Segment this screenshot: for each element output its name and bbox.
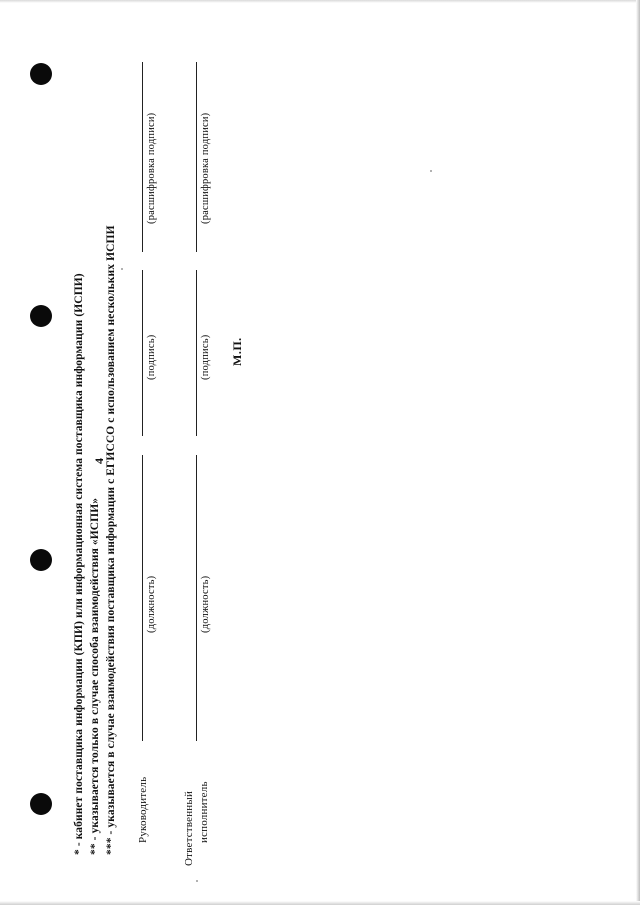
executor-name-line (196, 62, 197, 252)
executor-signature-line (196, 270, 197, 436)
stamp-label: М.П. (230, 337, 244, 366)
head-position-line (142, 455, 143, 741)
scan-speck (196, 880, 198, 882)
punch-hole-4 (30, 793, 52, 815)
executor-position-caption: (должность) (200, 575, 211, 633)
head-label: Руководитель (137, 776, 149, 843)
scan-speck (430, 170, 432, 172)
footnote-2: ** - указывается только в случае способа взаимодействия «ИСПИ» (89, 497, 101, 855)
footnote-3: *** - указывается в случае взаимодействия поставщика информации с ЕГИССО с использованием нескольких ИСПИ (105, 225, 117, 855)
head-name-line (142, 62, 143, 252)
scan-speck (121, 268, 123, 270)
head-position-caption: (должность) (146, 575, 157, 633)
punch-hole-2 (30, 305, 52, 327)
footnote-1: * - кабинет поставщика информации (КПИ) или информационная система поставщика информации (ИСПИ) (73, 273, 85, 855)
punch-hole-1 (30, 63, 52, 85)
scan-edge-top (0, 0, 640, 3)
head-signature-line (142, 270, 143, 436)
head-signature-caption: (подпись) (146, 334, 157, 380)
head-name-caption: (расшифровка подписи) (146, 112, 157, 224)
executor-signature-caption: (подпись) (200, 334, 211, 380)
executor-position-line (196, 455, 197, 741)
executor-name-caption: (расшифровка подписи) (200, 112, 211, 224)
page-number: 4 (92, 458, 106, 464)
punch-hole-3 (30, 549, 52, 571)
scan-edge-right (636, 0, 640, 905)
scan-edge-bottom (0, 901, 640, 905)
executor-label-line1: Ответственный (183, 790, 195, 866)
executor-label-line2: исполнитель (198, 781, 210, 843)
